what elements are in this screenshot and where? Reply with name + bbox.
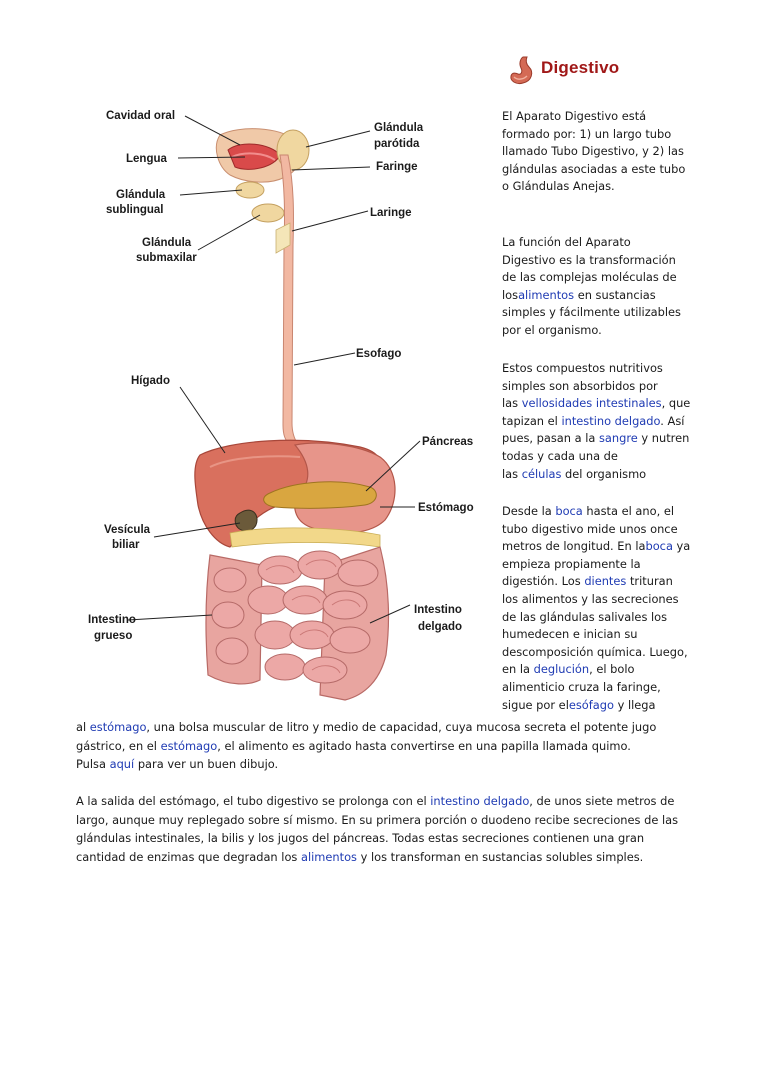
link-intestino-delgado[interactable]: intestino delgado [561,413,661,428]
text-segment: , de unos siete metros de [529,794,675,808]
svg-text:Lengua [126,153,167,165]
label-glandula-submaxilar: Glándula [142,237,192,249]
text-line: La función del Aparato [502,235,631,249]
text-line: El Aparato Digestivo está [502,109,647,123]
text-segment: al [76,720,90,734]
svg-text:Intestino [88,614,136,626]
text-segment: ya [672,539,691,554]
text-segment: , que [661,396,691,411]
paragraph-funcion [502,234,707,340]
link-intestino-delgado-2[interactable]: intestino delgado [430,794,530,808]
label-higado: Hígado [131,375,170,387]
text-segment: sigue por el [502,697,569,712]
link-vellosidades-intestinales[interactable]: vellosidades intestinales [521,396,662,411]
label-glandula-parotida-2: parótida [374,138,420,150]
text-line [502,430,707,448]
label-vesicula-2: biliar [112,539,140,551]
svg-text:grueso [94,630,132,642]
text-segment: . Así [660,413,685,428]
link-celulas[interactable]: células [521,466,562,481]
text-segment: hasta el ano, el [582,504,674,518]
link-estomago[interactable]: estómago [89,720,147,734]
text-line: llamado Tubo Digestivo, y 2) las [502,144,684,159]
svg-text:Glándula [142,237,192,249]
label-estomago: Estómago [418,502,474,514]
digestive-system-diagram [80,95,490,715]
text-line: empieza propiamente la [502,556,641,571]
label-laringe: Laringe [370,207,412,219]
text-line: glándulas asociadas a este tubo [502,161,686,176]
text-segment: trituran [626,574,673,589]
svg-text:Páncreas [422,436,473,448]
link-aqui[interactable]: aquí [109,757,135,772]
label-intestino-delgado: Intestino [414,604,462,616]
text-segment: tapizan el [502,413,562,428]
text-line: simples y fácilmente utilizables [502,305,681,320]
text-line: de las complejas moléculas de [502,270,677,285]
label-glandula-submaxilar-2: submaxilar [136,252,197,264]
text-segment: pues, pasan a la [502,431,599,446]
text-segment: las [502,396,522,411]
text-line [502,661,707,679]
text-line [502,466,707,484]
paragraph-recorrido [502,503,707,714]
link-boca-2[interactable]: boca [645,539,673,554]
svg-text:Esofago [356,348,401,360]
text-line: los alimentos y las secreciones [502,591,679,606]
label-intestino-delgado-2: delgado [418,621,463,633]
text-segment: las [502,466,522,481]
label-glandula-sublingual: Glándula [116,189,166,201]
logo-title: Digestivo [541,58,620,77]
label-cavidad-oral: Cavidad oral [106,110,176,122]
text-line [502,287,707,305]
svg-text:biliar [112,539,140,551]
digestivo-logo [505,52,645,90]
svg-text:Estómago [418,502,474,514]
text-segment: , una bolsa muscular de litro y medio de capacidad, cuya mucosa secreta el potente jugo [146,720,657,734]
text-line [502,697,707,715]
paragraph-intro [502,108,707,196]
svg-text:Vesícula [104,524,151,536]
paragraph-estomago [76,718,696,774]
link-estomago-2[interactable]: estómago [160,738,218,753]
label-lengua: Lengua [126,153,167,165]
text-segment: metros de longitud. En la [502,539,646,554]
svg-text:Glándula [116,189,166,201]
text-line [76,737,696,756]
text-line [76,848,696,867]
text-segment: los [502,287,519,302]
label-glandula-sublingual-2: sublingual [106,204,164,216]
link-deglucion[interactable]: deglución [533,662,590,677]
text-line: formado por: 1) un largo tubo [502,126,672,141]
text-segment: Pulsa [76,757,110,772]
text-line: o Glándulas Anejas. [502,179,615,194]
text-line [502,413,707,431]
svg-text:Glándula [374,122,424,134]
paragraph-intestino [76,792,696,866]
label-vesicula: Vesícula [104,524,151,536]
text-line [502,395,707,413]
link-dientes[interactable]: dientes [584,574,627,589]
link-boca[interactable]: boca [555,504,583,518]
text-line: alimenticio cruza la faringe, [502,679,661,694]
svg-text:Intestino [414,604,462,616]
text-segment: para ver un buen dibujo. [134,757,279,772]
svg-text:parótida [374,138,420,150]
text-segment: Desde la [502,504,556,518]
text-line: Digestivo es la transformación [502,252,676,267]
svg-text:delgado [418,621,462,633]
label-intestino-grueso: Intestino [88,614,136,626]
svg-text:Hígado [131,375,170,387]
text-segment: gástrico, en el [76,738,161,753]
text-segment: en sustancias [574,287,656,302]
text-segment: cantidad de enzimas que degradan los [76,849,301,864]
text-line: glándulas intestinales, la bilis y los jugos del páncreas. Todas estas secreciones contienen una gran [76,831,645,846]
link-alimentos[interactable]: alimentos [518,287,575,302]
text-segment: y los transforman en sustancias solubles simples. [356,849,644,864]
text-line: largo, aunque muy replegado sobre sí mismo. En su primera porción o duodeno recibe secreciones de las [76,812,679,827]
paragraph-absorcion [502,360,707,483]
text-segment: del organismo [561,466,647,481]
text-line: tubo digestivo mide unos once [502,521,678,536]
label-intestino-grueso-2: grueso [94,630,133,642]
label-esofago: Esofago [356,348,402,360]
text-segment: A la salida del estómago, el tubo digestivo se prolonga con el [76,794,431,808]
anatomy-illustration [80,95,490,715]
link-sangre[interactable]: sangre [598,431,638,446]
text-line [76,718,696,737]
text-line: descomposición química. Luego, [502,644,688,659]
text-line: humedecen e inician su [502,627,638,642]
text-line: por el organismo. [502,322,602,337]
text-segment: y nutren [637,431,690,446]
svg-text:Cavidad oral [106,110,175,122]
text-line [502,503,707,521]
text-segment: , el alimento es agitado hasta convertirse en una papilla llamada quimo. [217,738,631,753]
text-line: simples son absorbidos por [502,378,658,393]
text-line: Estos compuestos nutritivos [502,361,663,375]
svg-text:submaxilar [136,252,197,264]
text-segment: en la [502,662,534,677]
text-segment: , el bolo [589,662,635,677]
label-glandula-parotida: Glándula [374,122,424,134]
text-line [76,755,696,774]
link-alimentos-2[interactable]: alimentos [300,849,357,864]
text-segment: digestión. Los [502,574,585,589]
text-line [76,792,696,811]
label-faringe: Faringe [376,161,418,173]
text-line: de las glándulas salivales los [502,609,668,624]
text-line: todas y cada una de [502,448,618,463]
text-segment: y llega [613,697,656,712]
label-pancreas: Páncreas [422,436,474,448]
svg-text:Faringe [376,161,418,173]
text-line [502,538,707,556]
svg-text:sublingual [106,204,164,216]
link-esofago[interactable]: esófago [568,697,614,712]
stomach-icon [505,54,539,88]
svg-text:Laringe [370,207,412,219]
text-line [502,573,707,591]
